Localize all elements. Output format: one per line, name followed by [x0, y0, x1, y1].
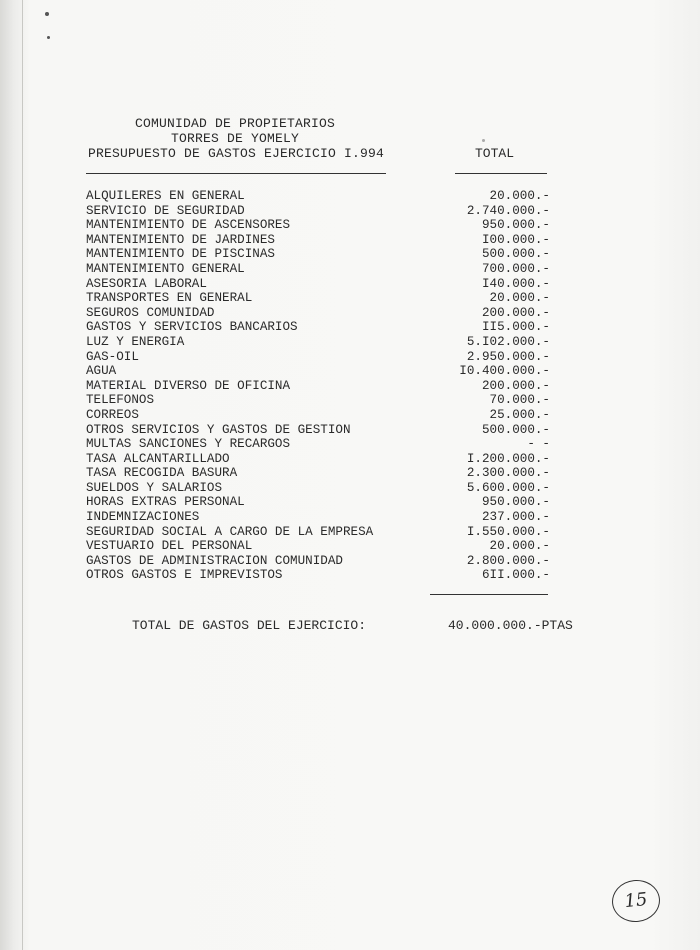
expense-item-amount: 500.000.- [481, 422, 550, 437]
expense-item-amount: 200.000.- [481, 305, 550, 320]
expense-item-amount: 6II.000.- [481, 568, 550, 583]
header-rule-left [86, 173, 386, 174]
expense-item-label: TASA ALCANTARILLADO [86, 451, 230, 466]
expense-item-label: INDEMNIZACIONES [86, 510, 200, 525]
expense-item-amount: I40.000.- [481, 276, 550, 291]
expense-item-label: GASTOS Y SERVICIOS BANCARIOS [86, 320, 298, 335]
header-line-building: TORRES DE YOMELY [170, 131, 300, 146]
expense-item-amount: 20.000.- [489, 189, 550, 203]
expense-item-label: SERVICIO DE SEGURIDAD [86, 203, 245, 218]
expense-item-amount: 5.I02.000.- [466, 334, 550, 349]
expense-labels [86, 189, 386, 583]
header-rule-right [455, 173, 547, 174]
expense-item-label: AGUA [86, 364, 117, 379]
expense-item-label: MANTENIMIENTO GENERAL [86, 261, 245, 276]
total-rule [430, 594, 548, 595]
expense-item-amount: I00.000.- [481, 232, 550, 247]
expense-item-label: SEGURIDAD SOCIAL A CARGO DE LA EMPRESA [86, 524, 374, 539]
expense-item-amount: 20.000.- [489, 539, 550, 554]
expense-item-amount: II5.000.- [481, 320, 550, 335]
expense-item-amount: 700.000.- [481, 261, 550, 276]
expense-item-amount: 500.000.- [481, 247, 550, 262]
header-line-budget: PRESUPUESTO DE GASTOS EJERCICIO I.994 [88, 146, 385, 161]
expense-item-amount: I0.400.000.- [459, 364, 550, 379]
expense-item-amount: 25.000.- [489, 407, 550, 422]
expense-item-amount: 950.000.- [481, 218, 550, 233]
expense-item-label: MANTENIMIENTO DE PISCINAS [86, 247, 275, 262]
speck-mark [482, 139, 485, 142]
page-fold-line [22, 0, 23, 950]
total-value: 40.000.000.-PTAS [448, 618, 573, 633]
expense-item-label: OTROS SERVICIOS Y GASTOS DE GESTION [86, 422, 351, 437]
expense-item-label: TELEFONOS [86, 393, 155, 408]
expense-item-label: TRANSPORTES EN GENERAL [86, 291, 253, 306]
expense-item-amount: 237.000.- [481, 510, 550, 525]
expense-item-label: GASTOS DE ADMINISTRACION COMUNIDAD [86, 553, 343, 568]
expense-item-amount: 200.000.- [481, 378, 550, 393]
expense-item-amount: 2.300.000.- [466, 466, 550, 481]
speck-mark [47, 36, 50, 39]
expense-item-amount: I.200.000.- [466, 451, 550, 466]
total-label: TOTAL DE GASTOS DEL EJERCICIO: [132, 618, 367, 633]
expense-item-amount: 70.000.- [489, 393, 550, 408]
expense-item-label: MANTENIMIENTO DE JARDINES [86, 232, 275, 247]
document-header [80, 116, 390, 161]
expense-item-amount: I.550.000.- [466, 524, 550, 539]
expense-item-label: MANTENIMIENTO DE ASCENSORES [86, 218, 291, 233]
expense-item-label: SEGUROS COMUNIDAD [86, 305, 215, 320]
expense-item-amount: 2.800.000.- [466, 553, 550, 568]
total-column-heading: TOTAL [475, 146, 515, 161]
page-number-circle: 15 [610, 878, 662, 925]
expense-item-amount: 950.000.- [481, 495, 550, 510]
expense-item-label: MULTAS SANCIONES Y RECARGOS [86, 437, 291, 452]
expense-item-label: VESTUARIO DEL PERSONAL [86, 539, 253, 554]
expense-item-label: GAS-OIL [86, 349, 139, 364]
expense-item-label: MATERIAL DIVERSO DE OFICINA [86, 378, 291, 393]
expense-amounts [420, 189, 550, 583]
expense-item-amount: 5.600.000.- [466, 480, 550, 495]
expense-item-label: ALQUILERES EN GENERAL [86, 189, 245, 203]
expense-item-amount: 2.740.000.- [466, 203, 550, 218]
expense-item-label: TASA RECOGIDA BASURA [86, 466, 238, 481]
header-line-community: COMUNIDAD DE PROPIETARIOS [134, 116, 336, 131]
expense-item-label: HORAS EXTRAS PERSONAL [86, 495, 245, 510]
expense-item-label: CORREOS [86, 407, 139, 422]
expense-item-label: SUELDOS Y SALARIOS [86, 480, 223, 495]
expense-item-amount: 2.950.000.- [466, 349, 550, 364]
speck-mark [45, 12, 49, 16]
expense-item-label: LUZ Y ENERGIA [86, 334, 185, 349]
expense-item-label: ASESORIA LABORAL [86, 276, 207, 291]
expense-item-label: OTROS GASTOS E IMPREVISTOS [86, 568, 283, 583]
expense-item-amount: 20.000.- [489, 291, 550, 306]
expense-item-amount: - - [527, 437, 550, 452]
